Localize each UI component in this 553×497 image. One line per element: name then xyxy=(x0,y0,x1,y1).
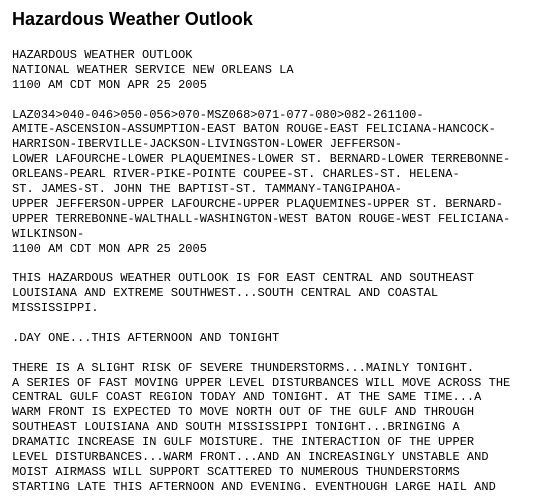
text-line: .DAY ONE...THIS AFTERNOON AND TONIGHT xyxy=(12,330,280,345)
blank-line xyxy=(12,256,548,271)
text-line: NATIONAL WEATHER SERVICE NEW ORLEANS LA xyxy=(12,62,294,77)
text-line: LAZ034>040-046>050-056>070-MSZ068>071-077-080>082-261100- xyxy=(12,107,424,122)
text-line: LOUISIANA AND EXTREME SOUTHWEST...SOUTH CENTRAL AND COASTAL xyxy=(12,286,439,301)
text-line: WARM FRONT IS EXPECTED TO MOVE NORTH OUT OF THE GULF AND THROUGH xyxy=(12,405,475,420)
text-line: A SERIES OF FAST MOVING UPPER LEVEL DISTURBANCES WILL MOVE ACROSS THE xyxy=(12,375,511,390)
text-line: UPPER TERREBONNE-WALTHALL-WASHINGTON-WEST BATON ROUGE-WEST FELICIANA- xyxy=(12,211,511,226)
outlook-text xyxy=(12,48,548,495)
text-line: 1100 AM CDT MON APR 25 2005 xyxy=(12,77,207,92)
page-title: Hazardous Weather Outlook xyxy=(12,9,253,29)
blank-line xyxy=(12,346,548,361)
text-line: LOWER LAFOURCHE-LOWER PLAQUEMINES-LOWER ST. BERNARD-LOWER TERREBONNE- xyxy=(12,152,511,167)
text-line: HAZARDOUS WEATHER OUTLOOK xyxy=(12,48,193,62)
text-line: THIS HAZARDOUS WEATHER OUTLOOK IS FOR EAST CENTRAL AND SOUTHEAST xyxy=(12,271,475,286)
blank-line xyxy=(12,316,548,331)
text-line: CENTRAL GULF COAST REGION TODAY AND TONIGHT. AT THE SAME TIME...A xyxy=(12,390,482,405)
blank-line xyxy=(12,93,548,108)
text-line: MOIST AIRMASS WILL SUPPORT SCATTERED TO NUMEROUS THUNDERSTORMS xyxy=(12,464,460,479)
text-line: HARRISON-IBERVILLE-JACKSON-LIVINGSTON-LOWER JEFFERSON- xyxy=(12,137,402,152)
text-line: MISSISSIPPI. xyxy=(12,301,99,316)
text-line: STARTING LATE THIS AFTERNOON AND EVENING. EVENTHOUGH LARGE HAIL AND xyxy=(12,479,496,494)
text-line: 1100 AM CDT MON APR 25 2005 xyxy=(12,241,207,256)
text-line: UPPER JEFFERSON-UPPER LAFOURCHE-UPPER PLAQUEMINES-UPPER ST. BERNARD- xyxy=(12,196,504,211)
text-line: DRAMATIC INCREASE IN GULF MOISTURE. THE INTERACTION OF THE UPPER xyxy=(12,435,475,450)
text-line: LEVEL DISTURBANCES...WARM FRONT...AND AN INCREASINGLY UNSTABLE AND xyxy=(12,450,489,465)
text-line: WILKINSON- xyxy=(12,226,85,241)
text-line: SOUTHEAST LOUISIANA AND SOUTH MISSISSIPPI TONIGHT...BRINGING A xyxy=(12,420,460,435)
document-page xyxy=(12,8,548,495)
text-line: AMITE-ASCENSION-ASSUMPTION-EAST BATON ROUGE-EAST FELICIANA-HANCOCK- xyxy=(12,122,496,137)
text-line: ST. JAMES-ST. JOHN THE BAPTIST-ST. TAMMANY-TANGIPAHOA- xyxy=(12,182,402,197)
text-line: THERE IS A SLIGHT RISK OF SEVERE THUNDERSTORMS...MAINLY TONIGHT. xyxy=(12,360,475,375)
text-line: ORLEANS-PEARL RIVER-PIKE-POINTE COUPEE-ST. CHARLES-ST. HELENA- xyxy=(12,167,460,182)
